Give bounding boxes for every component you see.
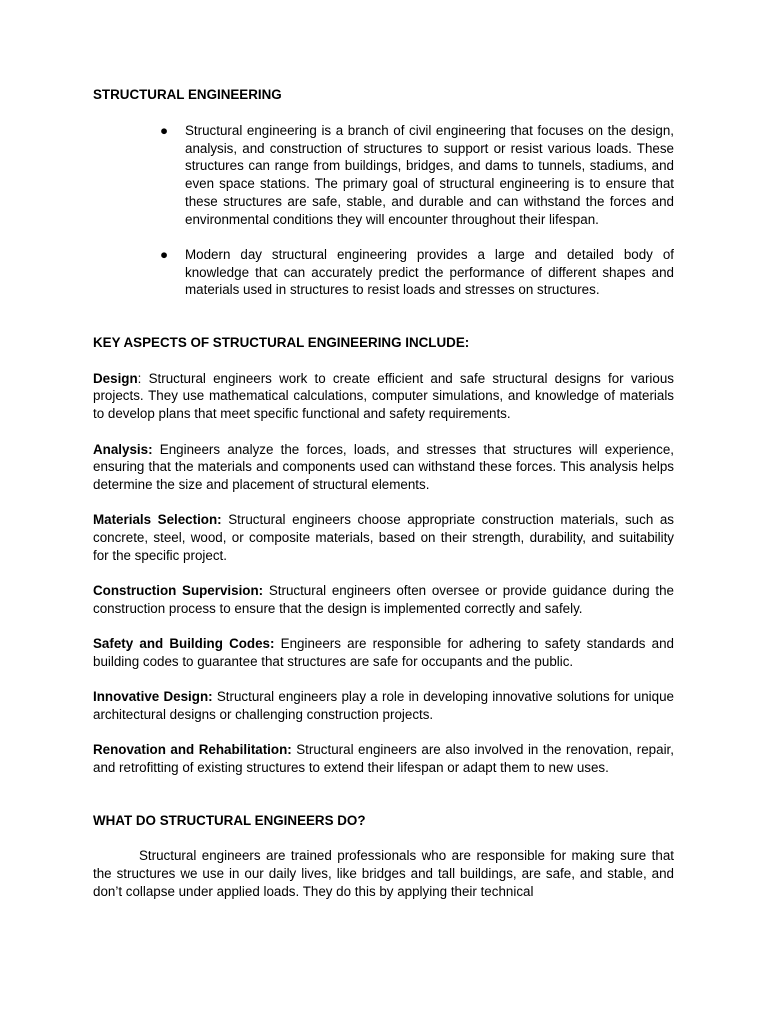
aspect-text: Engineers analyze the forces, loads, and stresses that structures will experience, ensuring that the materials and components used can withstand these forces. This analysis helps determine the size and placement of structural elements.	[93, 441, 674, 492]
aspect-label: Analysis:	[93, 441, 153, 457]
bullet-text: Modern day structural engineering provides a large and detailed body of knowledge that can accurately predict the performance of different shapes and materials used in structures to resist loads and stresses on structures.	[185, 246, 674, 298]
aspect-label: Renovation and Rehabilitation:	[93, 742, 292, 758]
bullet-text: Structural engineering is a branch of civil engineering that focuses on the design, analysis, and construction of structures to support or resist various loads. These structures can range from buildings, bridges, and dams to tunnels, stadiums, and even space stations. The primary goal of structural engineering is to ensure that these structures are safe, stable, and durable and can withstand the forces and environmental conditions they will encounter throughout their lifespan.	[185, 123, 674, 227]
aspect-innovative-design	[93, 688, 674, 723]
aspects-list	[93, 370, 674, 777]
aspect-label: Safety and Building Codes:	[93, 636, 275, 652]
key-aspects-heading: KEY ASPECTS OF STRUCTURAL ENGINEERING INCLUDE:	[93, 335, 470, 351]
aspect-design	[93, 370, 674, 423]
aspect-label: Design	[93, 370, 138, 386]
list-item	[160, 122, 674, 228]
page-title: STRUCTURAL ENGINEERING	[93, 87, 282, 102]
bullet-icon: ●	[160, 246, 169, 262]
aspect-renovation-rehabilitation	[93, 741, 674, 776]
aspect-text: Structural engineers choose appropriate construction materials, such as concrete, steel, wood, or composite materials, based on their strength, durability, and suitability for the specific project.	[93, 512, 674, 563]
aspect-separator	[153, 442, 160, 457]
aspect-construction-supervision	[93, 582, 674, 617]
aspect-label: Materials Selection:	[93, 512, 222, 528]
intro-bullet-list	[93, 122, 674, 299]
aspect-text: Structural engineers play a role in developing innovative solutions for unique architectural designs or challenging construction projects.	[93, 689, 675, 722]
bullet-icon: ●	[160, 123, 169, 138]
aspect-separator: :	[137, 370, 149, 386]
what-do-paragraph: Structural engineers are trained professionals who are responsible for making sure that the structures we use in our daily lives, like bridges and tall buildings, are safe, and stable, and don’t collapse under applied loads. They do this by applying their technical	[93, 848, 674, 899]
aspect-materials-selection	[93, 511, 674, 564]
aspect-text: Engineers are responsible for adhering to safety standards and building codes to guarantee that structures are safe for occupants and the public.	[93, 636, 674, 669]
aspect-safety-building-codes	[93, 635, 674, 670]
aspect-text: Structural engineers often oversee or provide guidance during the construction process to ensure that the design is implemented correctly and safely.	[93, 583, 674, 616]
aspect-label: Innovative Design:	[93, 689, 213, 705]
what-do-heading: WHAT DO STRUCTURAL ENGINEERS DO?	[93, 812, 366, 828]
aspect-text: Structural engineers work to create efficient and safe structural designs for various projects. They use mathematical calculations, computer simulations, and knowledge of materials to develop plans that meet specific functional and safety requirements.	[93, 370, 674, 422]
aspect-text: Structural engineers are also involved in the renovation, repair, and retrofitting of existing structures to extend their lifespan or adapt them to new uses.	[93, 742, 674, 776]
aspect-analysis	[93, 441, 674, 494]
aspect-label: Construction Supervision:	[93, 583, 264, 599]
document-page	[93, 86, 674, 918]
list-item	[160, 246, 674, 299]
